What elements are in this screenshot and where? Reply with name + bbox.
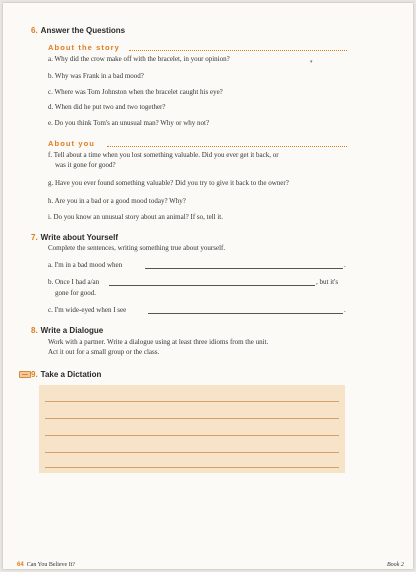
- sentence-b-end: , but it's: [316, 278, 339, 286]
- question-f-continued: was it gone for good?: [55, 161, 116, 169]
- sentence-a-period: .: [344, 261, 346, 269]
- answer-line-c[interactable]: [148, 313, 343, 314]
- question-g: g. Have you ever found something valuable? Did you try to give it back to the owner?: [48, 179, 289, 187]
- sentence-a: a. I'm in a bad mood when: [48, 261, 123, 269]
- section-8-line-1: Work with a partner. Write a dialogue using at least three idioms from the unit.: [48, 338, 269, 346]
- section-8-line-2: Act it out for a small group or the class.: [48, 348, 160, 356]
- about-you-heading: About you: [48, 139, 95, 148]
- dictation-line: [45, 418, 339, 419]
- section-6-title: 6. Answer the Questions: [31, 26, 126, 35]
- question-d: d. When did he put two and two together?: [48, 103, 166, 111]
- answer-line-b[interactable]: [109, 285, 315, 286]
- page-number: 64: [17, 562, 24, 568]
- section-8-title: 8. Write a Dialogue: [31, 326, 104, 335]
- question-f: f. Tell about a time when you lost something valuable. Did you ever get it back, or: [48, 151, 279, 159]
- textbook-page: [3, 3, 413, 569]
- dotted-rule: [107, 146, 347, 147]
- dictation-line: [45, 401, 339, 402]
- question-h: h. Are you in a bad or a good mood today? Why?: [48, 197, 186, 205]
- small-mark-icon: ▾: [310, 60, 313, 65]
- dotted-rule: [129, 50, 347, 51]
- cd-audio-icon[interactable]: [19, 371, 31, 378]
- dictation-line: [45, 452, 339, 453]
- question-a: a. Why did the crow make off with the bracelet, in your opinion?: [48, 55, 230, 63]
- dictation-box[interactable]: [39, 385, 345, 473]
- sentence-b: b. Once I had a/an: [48, 278, 100, 286]
- dictation-line: [45, 435, 339, 436]
- sentence-c-period: .: [344, 306, 346, 314]
- section-7-instruction: Complete the sentences, writing something true about yourself.: [48, 244, 226, 252]
- book-label: Book 2: [387, 562, 404, 568]
- section-7-title: 7. Write about Yourself: [31, 233, 119, 242]
- dictation-line: [45, 467, 339, 468]
- sentence-b-continued: gone for good.: [55, 289, 97, 297]
- about-the-story-heading: About the story: [48, 43, 120, 52]
- answer-line-a[interactable]: [145, 268, 343, 269]
- question-c: c. Where was Tom Johnston when the bracelet caught his eye?: [48, 88, 223, 96]
- question-b: b. Why was Frank in a bad mood?: [48, 72, 144, 80]
- sentence-c: c. I'm wide-eyed when I see: [48, 306, 127, 314]
- unit-title: Can You Believe It?: [26, 562, 76, 568]
- question-e: e. Do you think Tom's an unusual man? Why or why not?: [48, 119, 210, 127]
- section-9-title: 9. Take a Dictation: [31, 370, 102, 379]
- question-i: i. Do you know an unusual story about an animal? If so, tell it.: [48, 213, 223, 221]
- footer-page-info: [17, 562, 75, 568]
